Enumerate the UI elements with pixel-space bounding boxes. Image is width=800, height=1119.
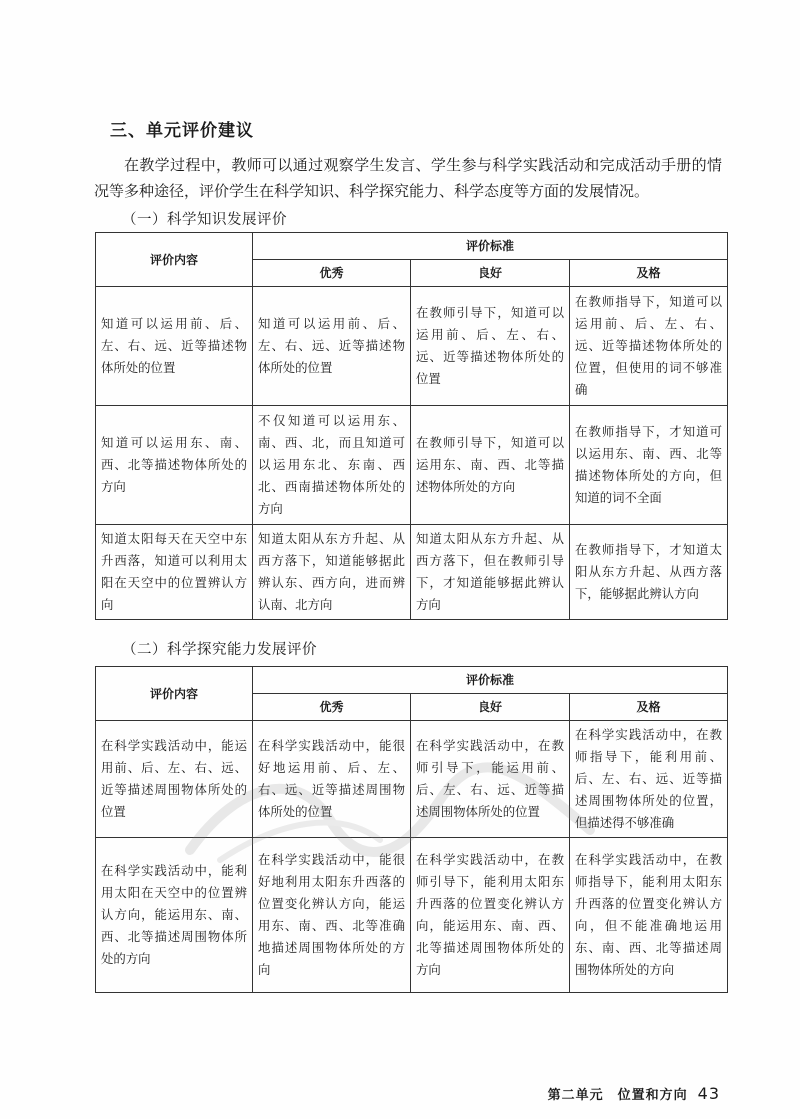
header-content: 评价内容 — [96, 667, 253, 721]
header-pass: 及格 — [570, 260, 728, 287]
cell-content: 知道太阳每天在天空中东升西落，知道可以利用太阳在天空中的位置辨认方向 — [96, 525, 253, 620]
cell-pass: 在教师指导下，知道可以运用前、后、左、右、远、近等描述物体所处的位置，但使用的词不够准确 — [570, 287, 728, 406]
cell-good: 在科学实践活动中，在教师引导下，能运用前、后、左、右、远、近等描述周围物体所处的位置 — [411, 721, 570, 838]
page-number: 43 — [697, 1084, 720, 1103]
header-pass: 及格 — [570, 694, 728, 721]
cell-pass: 在科学实践活动中，在教师指导下，能利用前、后、左、右、远、近等描述周围物体所处的位置，但描述得不够准确 — [570, 721, 728, 838]
cell-good: 在科学实践活动中，在教师引导下，能利用太阳东升西落的位置变化辨认方向，能运用东、南、西、北等描述周围物体所处的方向 — [411, 838, 570, 993]
cell-excellent: 在科学实践活动中，能很好地运用前、后、左、右、远、近等描述周围物体所处的位置 — [253, 721, 411, 838]
cell-excellent: 在科学实践活动中，能很好地利用太阳东升西落的位置变化辨认方向，能运用东、南、西、北等准确地描述周围物体所处的方向 — [253, 838, 411, 993]
cell-excellent: 知道可以运用前、后、左、右、远、近等描述物体所处的位置 — [253, 287, 411, 406]
knowledge-evaluation-table — [95, 232, 728, 620]
cell-good: 在教师引导下，知道可以运用前、后、左、右、远、近等描述物体所处的位置 — [411, 287, 570, 406]
table-row — [96, 406, 728, 525]
cell-good: 在教师引导下，知道可以运用东、南、西、北等描述物体所处的方向 — [411, 406, 570, 525]
header-content: 评价内容 — [96, 233, 253, 287]
cell-excellent: 知道太阳从东方升起、从西方落下，知道能够据此辨认东、西方向，进而辨认南、北方向 — [253, 525, 411, 620]
cell-pass: 在科学实践活动中，在教师指导下，能利用太阳东升西落的位置变化辨认方向，但不能准确地运用东、南、西、北等描述周围物体所处的方向 — [570, 838, 728, 993]
cell-pass: 在教师指导下，才知道可以运用东、南、西、北等描述物体所处的方向，但知道的词不全面 — [570, 406, 728, 525]
section-title: 三、单元评价建议 — [110, 121, 254, 141]
cell-content: 知道可以运用前、后、左、右、远、近等描述物体所处的位置 — [96, 287, 253, 406]
header-standard: 评价标准 — [253, 667, 728, 694]
header-good: 良好 — [411, 694, 570, 721]
header-good: 良好 — [411, 260, 570, 287]
table-row — [96, 838, 728, 993]
header-excellent: 优秀 — [253, 694, 411, 721]
table-row — [96, 287, 728, 406]
header-excellent: 优秀 — [253, 260, 411, 287]
header-standard: 评价标准 — [253, 233, 728, 260]
table-row — [96, 525, 728, 620]
cell-pass: 在教师指导下，才知道太阳从东方升起、从西方落下，能够据此辨认方向 — [570, 525, 728, 620]
table2-title: （二）科学探究能力发展评价 — [122, 642, 317, 658]
intro-paragraph: 在教学过程中，教师可以通过观察学生发言、学生参与科学实践活动和完成活动手册的情况等多种途径，评价学生在科学知识、科学探究能力、科学态度等方面的发展情况。 — [94, 156, 722, 200]
cell-excellent: 不仅知道可以运用东、南、西、北，而且知道可以运用东北、东南、西北、西南描述物体所处的方向 — [253, 406, 411, 525]
footer-unit-label: 第二单元 位置和方向 — [547, 1088, 688, 1103]
inquiry-evaluation-table — [95, 666, 728, 993]
page-footer — [548, 1084, 720, 1103]
cell-content: 在科学实践活动中，能利用太阳在天空中的位置辨认方向，能运用东、南、西、北等描述周围物体所处的方向 — [96, 838, 253, 993]
cell-content: 知道可以运用东、南、西、北等描述物体所处的方向 — [96, 406, 253, 525]
table-row — [96, 721, 728, 838]
table1-title: （一）科学知识发展评价 — [122, 212, 287, 228]
cell-content: 在科学实践活动中，能运用前、后、左、右、远、近等描述周围物体所处的位置 — [96, 721, 253, 838]
cell-good: 知道太阳从东方升起、从西方落下，但在教师引导下，才知道能够据此辨认方向 — [411, 525, 570, 620]
